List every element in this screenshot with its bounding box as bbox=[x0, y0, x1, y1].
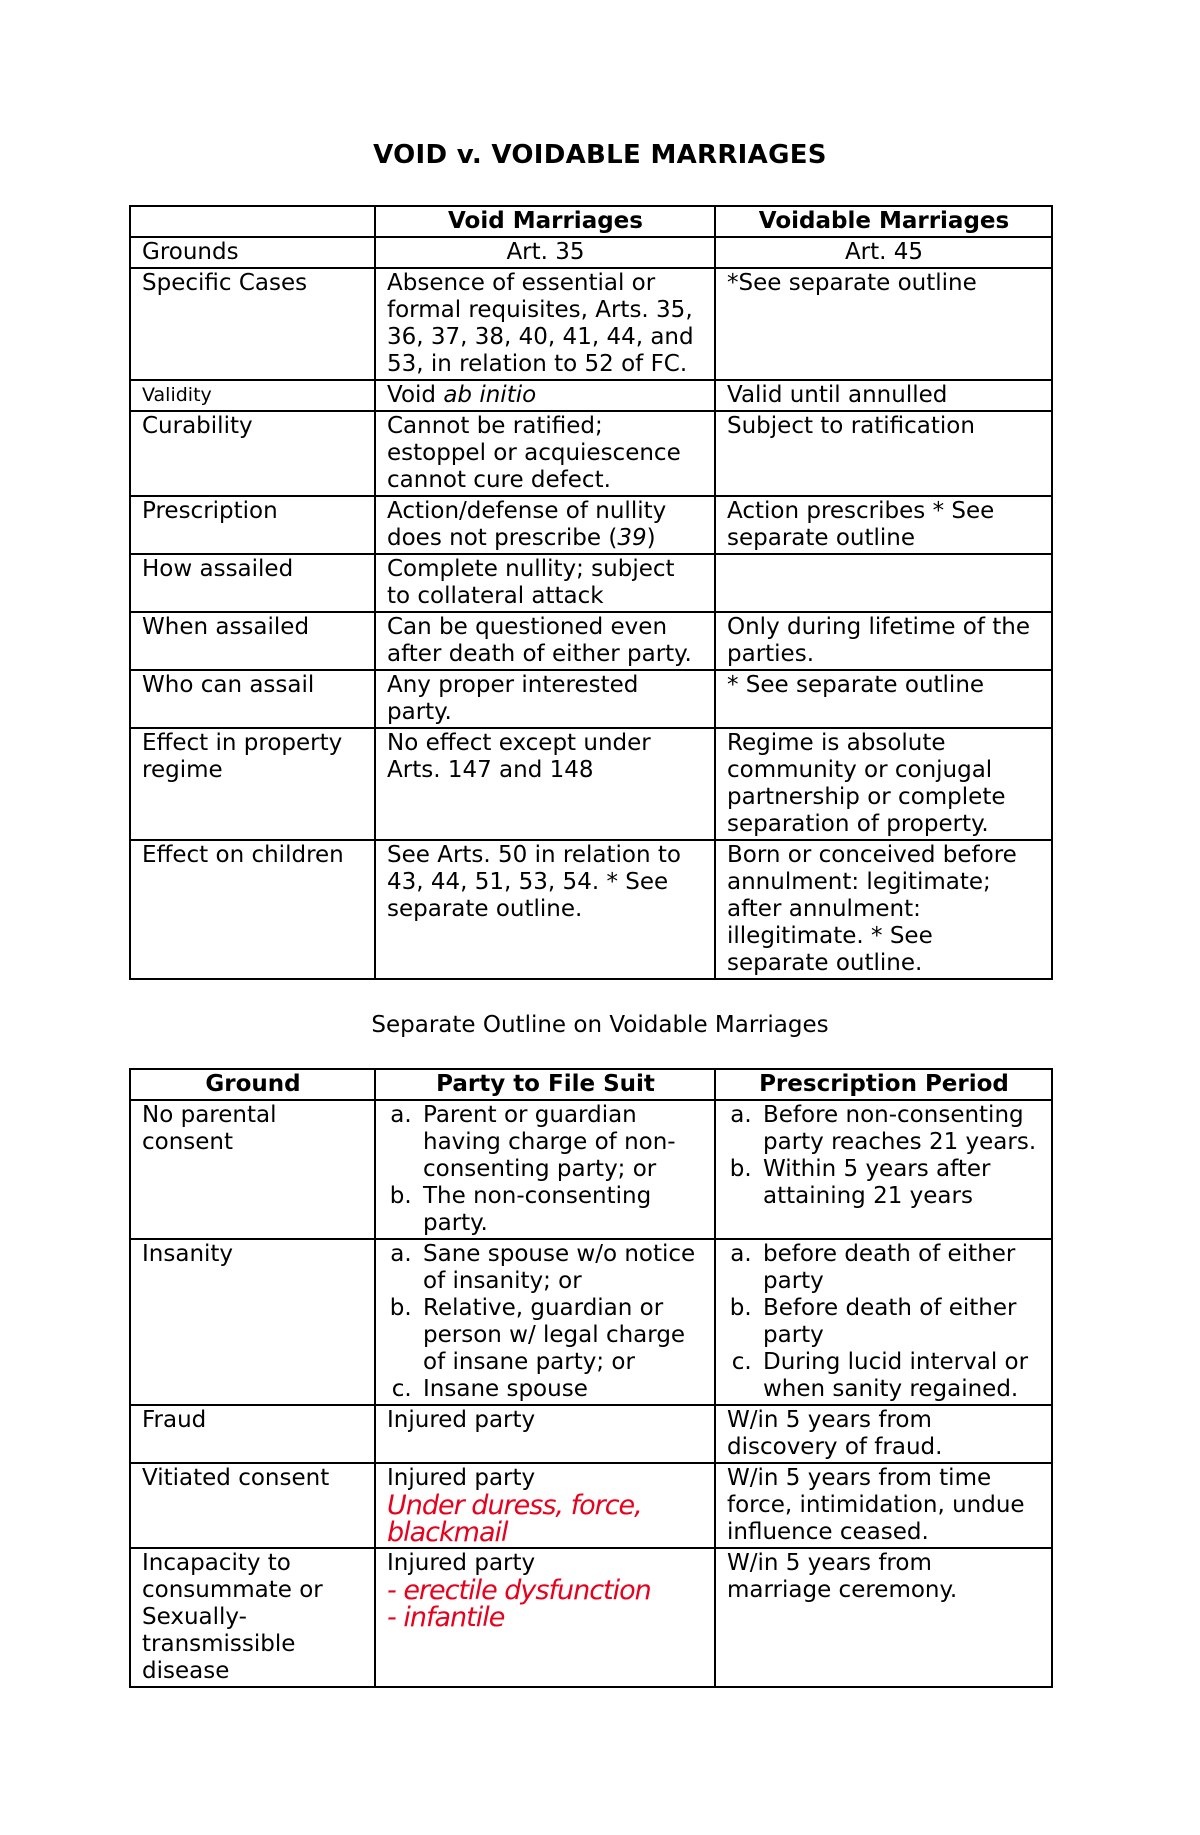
void-cell: Art. 35 bbox=[375, 237, 715, 268]
voidable-cell: Only during lifetime of the parties. bbox=[715, 612, 1052, 670]
table-row bbox=[130, 670, 1052, 728]
voidable-cell bbox=[715, 554, 1052, 612]
void-cell: Any proper interested party. bbox=[375, 670, 715, 728]
handwritten-note: Under duress, force, blackmail bbox=[387, 1490, 642, 1548]
party-cell bbox=[375, 1548, 715, 1687]
void-cell: Can be questioned even after death of either party. bbox=[375, 612, 715, 670]
party-list bbox=[387, 1102, 704, 1237]
table-row bbox=[130, 1239, 1052, 1405]
table-row bbox=[130, 380, 1052, 411]
list-item: b. The non-consenting party. bbox=[419, 1183, 704, 1237]
party-cell bbox=[375, 1239, 715, 1405]
row-label: Prescription bbox=[130, 496, 375, 554]
voidable-cell: Subject to ratification bbox=[715, 411, 1052, 496]
void-text: Action/defense of nullity does not prescribe ( bbox=[387, 498, 667, 551]
period-cell: W/in 5 years from time force, intimidation, undue influence ceased. bbox=[715, 1463, 1052, 1548]
header-empty bbox=[130, 206, 375, 237]
row-label: When assailed bbox=[130, 612, 375, 670]
party-cell bbox=[375, 1463, 715, 1548]
table-row bbox=[130, 237, 1052, 268]
outline-subtitle: Separate Outline on Voidable Marriages bbox=[371, 1012, 829, 1038]
page-title: VOID v. VOIDABLE MARRIAGES bbox=[373, 140, 827, 170]
void-emphasis: ab initio bbox=[443, 382, 537, 408]
party-text: Injured party bbox=[387, 1465, 536, 1491]
void-cell: No effect except under Arts. 147 and 148 bbox=[375, 728, 715, 840]
void-text: Void bbox=[387, 382, 444, 408]
void-cell: Cannot be ratified; estoppel or acquiescence cannot cure defect. bbox=[375, 411, 715, 496]
row-label: Grounds bbox=[130, 237, 375, 268]
list-item: a. before death of either party bbox=[759, 1241, 1041, 1295]
table-row bbox=[130, 1548, 1052, 1687]
party-text: Injured party bbox=[387, 1550, 536, 1576]
void-cell: Absence of essential or formal requisites, Arts. 35, 36, 37, 38, 40, 41, 44, and 53, in relation to 52 of FC. bbox=[375, 268, 715, 380]
void-cell bbox=[375, 380, 715, 411]
party-cell bbox=[375, 1100, 715, 1239]
header-period: Prescription Period bbox=[715, 1069, 1052, 1100]
row-label: Effect in property regime bbox=[130, 728, 375, 840]
voidable-cell: Action prescribes * See separate outline bbox=[715, 496, 1052, 554]
period-list bbox=[727, 1241, 1041, 1403]
list-item: b. Relative, guardian or person w/ legal charge of insane party; or bbox=[419, 1295, 704, 1376]
row-label: Curability bbox=[130, 411, 375, 496]
list-item: c. Insane spouse bbox=[419, 1376, 704, 1403]
row-label: Validity bbox=[130, 380, 375, 411]
voidable-outline-table bbox=[129, 1068, 1053, 1688]
header-voidable: Voidable Marriages bbox=[715, 206, 1052, 237]
table-row bbox=[130, 1463, 1052, 1548]
row-label: How assailed bbox=[130, 554, 375, 612]
table-row bbox=[130, 411, 1052, 496]
table-row bbox=[130, 728, 1052, 840]
period-cell: W/in 5 years from discovery of fraud. bbox=[715, 1405, 1052, 1463]
ground-cell: Insanity bbox=[130, 1239, 375, 1405]
header-ground: Ground bbox=[130, 1069, 375, 1100]
void-emphasis: 39 bbox=[617, 525, 647, 551]
table-row bbox=[130, 554, 1052, 612]
ground-cell: Vitiated consent bbox=[130, 1463, 375, 1548]
voidable-cell: *See separate outline bbox=[715, 268, 1052, 380]
list-item: b. Within 5 years after attaining 21 years bbox=[759, 1156, 1041, 1210]
void-voidable-table bbox=[129, 205, 1053, 980]
row-label: Specific Cases bbox=[130, 268, 375, 380]
table-header-row bbox=[130, 206, 1052, 237]
void-text-end: ) bbox=[646, 525, 656, 551]
voidable-cell: Born or conceived before annulment: legitimate; after annulment: illegitimate. * See separate outline. bbox=[715, 840, 1052, 979]
row-label: Who can assail bbox=[130, 670, 375, 728]
ground-cell: Fraud bbox=[130, 1405, 375, 1463]
list-item: a. Before non-consenting party reaches 21 years. bbox=[759, 1102, 1041, 1156]
period-cell bbox=[715, 1100, 1052, 1239]
period-cell: W/in 5 years from marriage ceremony. bbox=[715, 1548, 1052, 1687]
voidable-cell: Valid until annulled bbox=[715, 380, 1052, 411]
party-list bbox=[387, 1241, 704, 1403]
voidable-cell: Art. 45 bbox=[715, 237, 1052, 268]
header-void: Void Marriages bbox=[375, 206, 715, 237]
party-cell: Injured party bbox=[375, 1405, 715, 1463]
table-row bbox=[130, 612, 1052, 670]
table-header-row bbox=[130, 1069, 1052, 1100]
table-row bbox=[130, 1100, 1052, 1239]
header-party: Party to File Suit bbox=[375, 1069, 715, 1100]
list-item: a. Parent or guardian having charge of non-consenting party; or bbox=[419, 1102, 704, 1183]
table-row bbox=[130, 268, 1052, 380]
list-item: a. Sane spouse w/o notice of insanity; or bbox=[419, 1241, 704, 1295]
table-row bbox=[130, 496, 1052, 554]
table-row bbox=[130, 1405, 1052, 1463]
ground-cell: No parental consent bbox=[130, 1100, 375, 1239]
list-item: b. Before death of either party bbox=[759, 1295, 1041, 1349]
voidable-cell: Regime is absolute community or conjugal partnership or complete separation of property. bbox=[715, 728, 1052, 840]
table-row bbox=[130, 840, 1052, 979]
list-item: c. During lucid interval or when sanity regained. bbox=[759, 1349, 1041, 1403]
void-cell bbox=[375, 496, 715, 554]
voidable-cell: * See separate outline bbox=[715, 670, 1052, 728]
period-cell bbox=[715, 1239, 1052, 1405]
period-list bbox=[727, 1102, 1041, 1210]
void-cell: See Arts. 50 in relation to 43, 44, 51, 53, 54. * See separate outline. bbox=[375, 840, 715, 979]
void-cell: Complete nullity; subject to collateral attack bbox=[375, 554, 715, 612]
handwritten-note: - erectile dysfunction bbox=[387, 1575, 651, 1606]
handwritten-note: - infantile bbox=[387, 1602, 505, 1633]
ground-cell: Incapacity to consummate or Sexually-transmissible disease bbox=[130, 1548, 375, 1687]
row-label: Effect on children bbox=[130, 840, 375, 979]
